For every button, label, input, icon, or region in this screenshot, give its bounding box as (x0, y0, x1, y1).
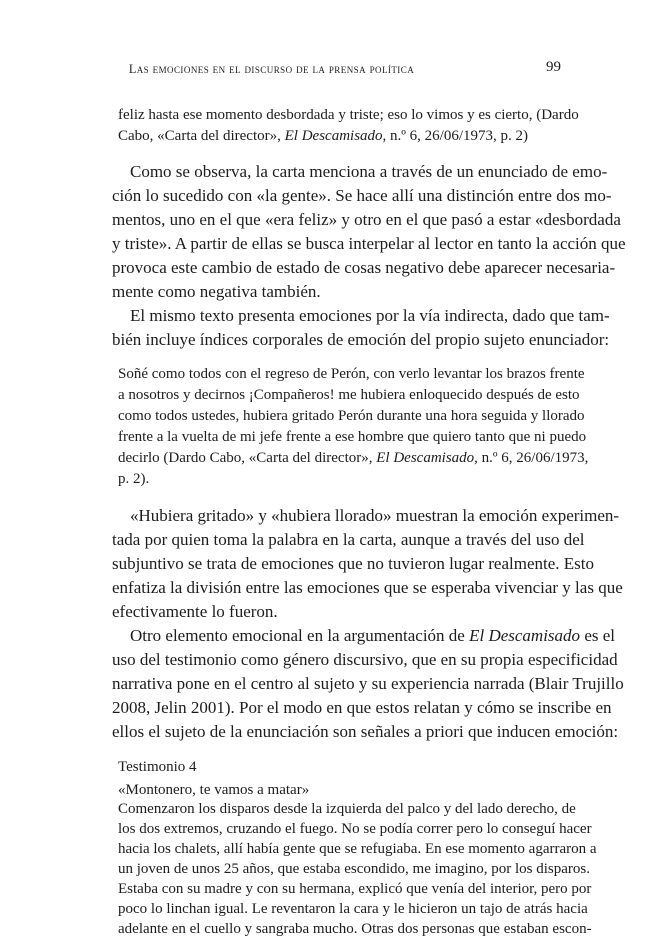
paragraph-line: y triste». A partir de ellas se busca interpelar al lector en tanto la acción que (112, 234, 626, 253)
quote-line: Soñé como todos con el regreso de Perón, con verlo levantar los brazos frente (118, 366, 585, 382)
page-number: 99 (546, 59, 561, 75)
quote-line: frente a la vuelta de mi jefe frente a ese hombre que quiero tanto que ni puedo (118, 429, 587, 445)
quote-line: poco lo linchan igual. Le reventaron la cara y le hicieron un tajo de atrás hacia (118, 901, 588, 917)
quote-line: Cabo, «Carta del director», El Descamisado, n.º 6, 26/06/1973, p. 2) (118, 128, 529, 144)
paragraph-line: narrativa pone en el centro al sujeto y su experiencia narrada (Blair Trujillo (112, 674, 624, 693)
quote-line: adelante en el cuello y sangraba mucho. Otras dos personas que estaban escon- (118, 921, 592, 937)
quote-line: hacia los chalets, allí había gente que se refugiaba. En ese momento agarraron a (118, 841, 597, 857)
paragraph-line: Como se observa, la carta menciona a través de un enunciado de emo- (130, 162, 608, 181)
running-title: Las emociones en el discurso de la prensa política (128, 62, 415, 76)
quote-line: Estaba con su madre y con su hermana, explicó que venía del interior, pero por (118, 881, 592, 897)
paragraph-line: 2008, Jelin 2001). Por el modo en que estos relatan y cómo se inscribe en (112, 698, 612, 717)
quote-line: un joven de unos 25 años, que estaba escondido, me imagino, por los disparos. (118, 861, 591, 877)
paragraph-line: subjuntivo se trata de emociones que no tuvieron lugar realmente. Esto (112, 554, 595, 573)
paragraph-line: ellos el sujeto de la enunciación son señales a priori que inducen emoción: (112, 722, 619, 741)
paragraph-line: «Hubiera gritado» y «hubiera llorado» muestran la emoción experimen- (130, 506, 620, 525)
quote-line: a nosotros y decirnos ¡Compañeros! me hubiera enloquecido después de esto (118, 387, 580, 403)
paragraph-line: tada por quien toma la palabra en la carta, aunque a través del uso del (112, 530, 585, 549)
paragraph-line: Otro elemento emocional en la argumentación de El Descamisado es el (130, 626, 615, 645)
quote-line: los dos extremos, cruzando el fuego. No se podía correr pero lo conseguí hacer (118, 821, 592, 837)
paragraph-line: mente como negativa también. (112, 282, 321, 301)
paragraph-line: provoca este cambio de estado de cosas negativo debe aparecer necesaria- (112, 258, 616, 277)
paragraph-line: uso del testimonio como género discursivo, que en su propia especificidad (112, 650, 618, 669)
paragraph-line: efectivamente lo fueron. (112, 602, 278, 621)
quote-line: «Montonero, te vamos a matar» (118, 782, 310, 798)
paragraph-line: bién incluye índices corporales de emoción del propio sujeto enunciador: (112, 330, 610, 349)
paragraph-line: mentos, uno en el que «era feliz» y otro en el que pasó a estar «desbordada (112, 210, 621, 229)
running-header (0, 59, 650, 82)
quote-line: decirlo (Dardo Cabo, «Carta del director», El Descamisado, n.º 6, 26/06/1973, (118, 450, 589, 466)
quote-line: Comenzaron los disparos desde la izquierda del palco y del lado derecho, de (118, 801, 576, 817)
paragraph-line: ción lo sucedido con «la gente». Se hace allí una distinción entre dos mo- (112, 186, 612, 205)
quote-line: feliz hasta ese momento desbordada y triste; eso lo vimos y es cierto, (Dardo (118, 107, 579, 123)
quote-line: p. 2). (118, 471, 150, 487)
paragraph-line: El mismo texto presenta emociones por la vía indirecta, dado que tam- (130, 306, 610, 325)
paragraph-line: enfatiza la división entre las emociones que se esperaba vivenciar y las que (112, 578, 623, 597)
quote-line: como todos ustedes, hubiera gritado Perón durante una hora seguida y llorado (118, 408, 585, 424)
section-heading: Testimonio 4 (118, 759, 197, 775)
